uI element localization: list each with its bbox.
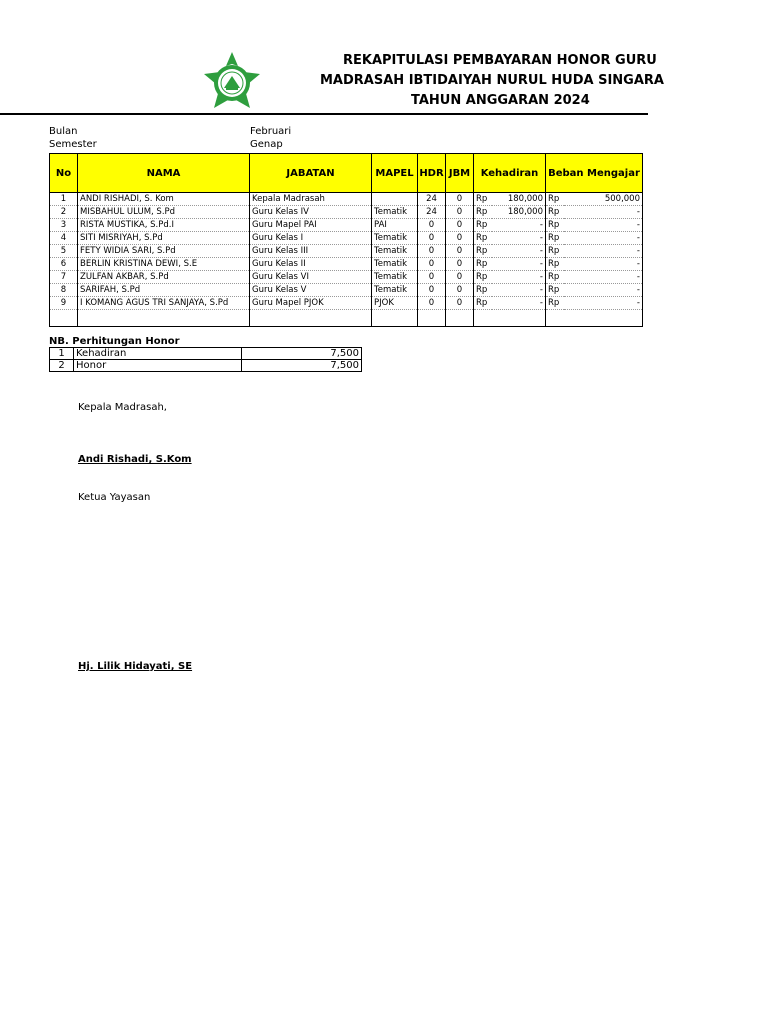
cell-mapel [372,193,418,206]
cell-jabatan: Guru Kelas III [250,245,372,258]
table-row [50,258,643,271]
cell-no: 6 [50,258,78,271]
cell-beban: - [564,297,643,310]
kepala-name: Andi Rishadi, S.Kom [78,454,192,465]
cell-hdr: 0 [418,284,446,297]
nb-row-value: 7,500 [242,348,362,360]
cell-mapel: Tematik [372,271,418,284]
cell-hdr: 0 [418,271,446,284]
blank-cell [492,310,546,327]
nb-row-no: 2 [50,360,74,372]
table-row [50,271,643,284]
cell-kehadiran: - [492,232,546,245]
cell-mapel: Tematik [372,206,418,219]
cell-jabatan: Guru Mapel PJOK [250,297,372,310]
table-row [50,193,643,206]
cell-nama: BERLIN KRISTINA DEWI, S.E [78,258,250,271]
cell-jbm: 0 [446,258,474,271]
cell-rp2: Rp [546,258,564,271]
cell-jbm: 0 [446,219,474,232]
cell-rp1: Rp [474,297,492,310]
nb-row-label: Kehadiran [74,348,242,360]
cell-no: 1 [50,193,78,206]
col-header-jbm: JBM [446,154,474,193]
blank-cell [250,310,372,327]
col-header-mapel: MAPEL [372,154,418,193]
semester-value: Genap [250,139,283,150]
cell-hdr: 24 [418,193,446,206]
cell-kehadiran: - [492,258,546,271]
col-header-jabatan: JABATAN [250,154,372,193]
cell-hdr: 0 [418,258,446,271]
cell-mapel: Tematik [372,258,418,271]
cell-rp1: Rp [474,193,492,206]
cell-nama: RISTA MUSTIKA, S.Pd.I [78,219,250,232]
cell-rp2: Rp [546,271,564,284]
cell-hdr: 0 [418,297,446,310]
cell-hdr: 0 [418,232,446,245]
cell-beban: - [564,284,643,297]
cell-beban: - [564,219,643,232]
cell-beban: - [564,232,643,245]
cell-jbm: 0 [446,232,474,245]
table-row [50,206,643,219]
cell-no: 4 [50,232,78,245]
cell-no: 3 [50,219,78,232]
cell-kehadiran: 180,000 [492,206,546,219]
nb-row-label: Honor [74,360,242,372]
cell-rp2: Rp [546,245,564,258]
cell-kehadiran: - [492,271,546,284]
cell-kehadiran: - [492,297,546,310]
col-header-beban: Beban Mengajar [546,154,643,193]
cell-jbm: 0 [446,297,474,310]
cell-jbm: 0 [446,206,474,219]
cell-beban: - [564,271,643,284]
blank-cell [446,310,474,327]
nb-table [49,347,362,372]
bulan-label: Bulan [49,126,78,137]
cell-no: 9 [50,297,78,310]
col-header-hdr: HDR [418,154,446,193]
cell-no: 7 [50,271,78,284]
school-logo [200,50,264,114]
cell-nama: ANDI RISHADI, S. Kom [78,193,250,206]
blank-cell [546,310,564,327]
table-row [50,232,643,245]
blank-cell [372,310,418,327]
header-divider [0,113,648,115]
cell-nama: MISBAHUL ULUM, S.Pd [78,206,250,219]
cell-mapel: Tematik [372,245,418,258]
cell-mapel: PAI [372,219,418,232]
cell-kehadiran: 180,000 [492,193,546,206]
nb-row-no: 1 [50,348,74,360]
nb-row-value: 7,500 [242,360,362,372]
cell-nama: FETY WIDIA SARI, S.Pd [78,245,250,258]
cell-nama: SARIFAH, S.Pd [78,284,250,297]
blank-cell [564,310,643,327]
bulan-value: Februari [250,126,292,137]
cell-hdr: 0 [418,245,446,258]
ketua-name: Hj. Lilik Hidayati, SE [78,661,193,672]
cell-mapel: Tematik [372,284,418,297]
col-header-nama: NAMA [78,154,250,193]
kepala-title: Kepala Madrasah, [78,402,167,413]
title-line-1: REKAPITULASI PEMBAYARAN HONOR GURU [343,53,657,68]
table-body [50,193,643,327]
cell-jbm: 0 [446,284,474,297]
col-header-no: No [50,154,78,193]
blank-cell [50,310,78,327]
cell-jbm: 0 [446,271,474,284]
table-row [50,219,643,232]
table-row [50,245,643,258]
cell-kehadiran: - [492,219,546,232]
title-line-3: TAHUN ANGGARAN 2024 [411,93,590,108]
blank-cell [78,310,250,327]
cell-kehadiran: - [492,284,546,297]
honor-table [49,153,643,327]
cell-jbm: 0 [446,193,474,206]
cell-nama: ZULFAN AKBAR, S.Pd [78,271,250,284]
nb-row [50,360,362,372]
cell-beban: - [564,258,643,271]
cell-jabatan: Guru Kelas IV [250,206,372,219]
cell-no: 5 [50,245,78,258]
cell-jabatan: Kepala Madrasah [250,193,372,206]
cell-jbm: 0 [446,245,474,258]
cell-beban: - [564,206,643,219]
cell-kehadiran: - [492,245,546,258]
cell-rp2: Rp [546,206,564,219]
cell-beban: 500,000 [564,193,643,206]
cell-rp2: Rp [546,219,564,232]
cell-nama: I KOMANG AGUS TRI SANJAYA, S.Pd [78,297,250,310]
cell-rp2: Rp [546,297,564,310]
blank-cell [418,310,446,327]
cell-no: 8 [50,284,78,297]
cell-rp2: Rp [546,232,564,245]
cell-rp1: Rp [474,219,492,232]
cell-rp2: Rp [546,193,564,206]
cell-beban: - [564,245,643,258]
table-row [50,284,643,297]
cell-hdr: 0 [418,219,446,232]
cell-jabatan: Guru Kelas I [250,232,372,245]
title-line-2: MADRASAH IBTIDAIYAH NURUL HUDA SINGARA [320,73,664,88]
cell-jabatan: Guru Kelas II [250,258,372,271]
nb-title: NB. Perhitungan Honor [49,336,180,347]
cell-no: 2 [50,206,78,219]
cell-rp1: Rp [474,245,492,258]
cell-rp1: Rp [474,258,492,271]
cell-rp1: Rp [474,271,492,284]
nb-row [50,348,362,360]
table-blank-row [50,310,643,327]
cell-jabatan: Guru Mapel PAI [250,219,372,232]
cell-mapel: Tematik [372,232,418,245]
cell-jabatan: Guru Kelas VI [250,271,372,284]
cell-mapel: PJOK [372,297,418,310]
ketua-title: Ketua Yayasan [78,492,151,503]
cell-rp1: Rp [474,284,492,297]
table-row [50,297,643,310]
blank-cell [474,310,492,327]
cell-rp2: Rp [546,284,564,297]
cell-rp1: Rp [474,206,492,219]
col-header-kehadiran: Kehadiran [474,154,546,193]
cell-jabatan: Guru Kelas V [250,284,372,297]
cell-rp1: Rp [474,232,492,245]
cell-nama: SITI MISRIYAH, S.Pd [78,232,250,245]
semester-label: Semester [49,139,97,150]
table-header-row [50,154,643,193]
cell-hdr: 24 [418,206,446,219]
